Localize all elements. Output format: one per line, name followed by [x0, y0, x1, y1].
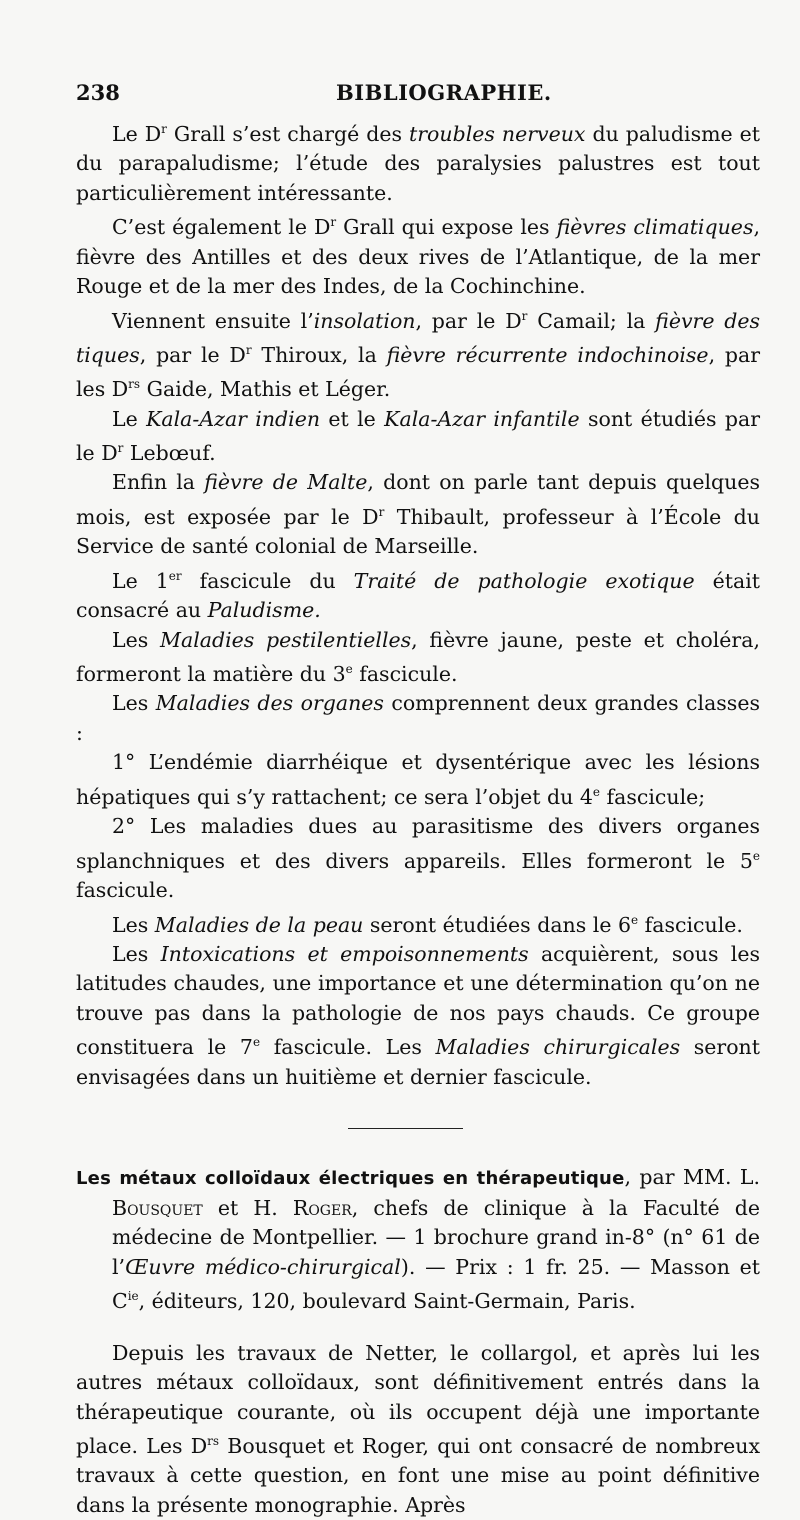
superscript: r: [330, 215, 337, 230]
paragraph: Le 1er fascicule du Traité de pathologie exotique était consacré au Paludisme.: [76, 568, 760, 623]
paragraph: Viennent ensuite l’insolation, par le $D^r$ Camail; la fièvre des tiques, par le $D^r$ Thiroux, la fièvre récurrente indochinoise, par les $D^{rs}$ Gaide, Mathis et Léger.: [76, 308, 761, 402]
review-citation-text: , par MM. L. Bousquet et H. Roger, chefs de clinique à la Faculté de médecine de Montpellier. — 1 brochure grand in-8° (n° 61 de l’Œuvre médico-chirurgical). — Prix : 1 fr. 25. — Masson et $C^{ie}$, éditeurs, 120, boulevard Saint-Germain, Paris.: [112, 1165, 760, 1314]
italic-text: Œuvre médico-chirurgical: [125, 1254, 401, 1279]
paragraph: Les Maladies pestilentielles, fièvre jaune, peste et choléra, formeront la matière du 3e fascicule.: [76, 627, 760, 686]
paragraph: Les Intoxications et empoisonnements acquièrent, sous les latitudes chaudes, une importance et une détermination qu’on ne trouve pas dans la pathologie de nos pays chauds. Ce groupe constituera le 7e fascicule. Les Maladies chirurgicales seront envisagées dans un huitième et dernier fascicule.: [76, 941, 760, 1089]
superscript: r: [245, 342, 252, 357]
italic-text: Maladies pestilentielles: [159, 627, 412, 652]
superscript: r: [161, 122, 167, 136]
italic-text: Maladies des organes: [155, 691, 384, 716]
superscript: e: [592, 784, 600, 799]
paragraph: Le Kala-Azar indien et le Kala-Azar infantile sont étudiés par le $D^r$ Lebœuf.: [76, 406, 760, 465]
main-text: [76, 115, 760, 1092]
paragraph: C’est également le $D^r$ Grall qui expose les fièvres climatiques, fièvre des Antilles et des deux rives de l’Atlantique, de la mer Rouge et de la mer des Indes, de la Cochinchine.: [76, 215, 760, 299]
superscript: e: [752, 848, 760, 863]
superscript: e: [345, 662, 353, 677]
paragraph: Le $D^r$ Grall s’est chargé des troubles nerveux du paludisme et du parapaludisme; l’étude des paralysies palustres est tout particulièrement intéressante.: [76, 121, 761, 205]
italic-text: Kala-Azar indien: [146, 406, 321, 431]
paragraph: Les Maladies de la peau seront étudiées dans le 6e fascicule.: [112, 912, 743, 937]
superscript: rs: [128, 377, 141, 392]
italic-text: fièvre des tiques: [76, 308, 761, 367]
page-number: 238: [76, 80, 120, 105]
italic-text: Maladies chirurgicales: [435, 1035, 681, 1060]
italic-text: fièvre de Malte: [204, 470, 368, 495]
italic-text: Kala-Azar infantile: [384, 406, 580, 431]
italic-text: insolation: [313, 308, 416, 333]
small-caps-name: Roger: [292, 1195, 352, 1220]
section-divider: [348, 1128, 463, 1129]
italic-text: Intoxications et empoisonnements: [160, 941, 529, 966]
review-citation: [76, 1163, 760, 1316]
paragraph: Enfin la fièvre de Malte, dont on parle tant depuis quelques mois, est exposée par le $D^r$ Thibault, professeur à l’École du Service de santé colonial de Marseille.: [76, 470, 761, 559]
review-title: Les métaux colloïdaux électriques en thérapeutique: [76, 1168, 625, 1190]
paragraph: Les Maladies des organes comprennent deux grandes classes :: [76, 691, 760, 745]
superscript: rs: [207, 1434, 220, 1449]
italic-text: fièvre récurrente indochinoise: [386, 342, 709, 367]
review-body: Depuis les travaux de Netter, le collargol, et après lui les autres métaux colloïdaux, sont définitivement entrés dans la thérapeutique courante, où ils occupent déjà une importante place. Les $D^{rs}$ Bousquet et Roger, qui ont consacré de nombreux travaux à cette question, en font une mise au point définitive dans la présente monographie. Après: [76, 1340, 761, 1517]
superscript: e: [631, 912, 639, 927]
italic-text: troubles nerveux: [408, 121, 586, 146]
small-caps-name: Bousquet: [112, 1195, 203, 1220]
superscript: r: [521, 308, 528, 323]
italic-text: Maladies de la peau: [154, 912, 364, 937]
superscript: ie: [127, 1289, 139, 1304]
page-header: [76, 80, 760, 105]
superscript: er: [168, 568, 182, 583]
italic-text: fièvres climatiques: [556, 215, 754, 240]
paragraph: 2° Les maladies dues au parasitisme des divers organes splanchniques et des divers appareils. Elles formeront le 5e fascicule.: [76, 814, 760, 903]
italic-text: Paludisme.: [207, 598, 321, 623]
superscript: r: [117, 441, 124, 456]
paragraph: 1° L’endémie diarrhéique et dysentérique avec les lésions hépatiques qui s’y rattachent; ce sera l’objet du 4e fascicule;: [76, 750, 760, 809]
running-title: BIBLIOGRAPHIE.: [336, 80, 552, 105]
italic-text: Traité de pathologie exotique: [353, 568, 695, 593]
superscript: e: [252, 1035, 261, 1050]
superscript: r: [378, 504, 385, 519]
